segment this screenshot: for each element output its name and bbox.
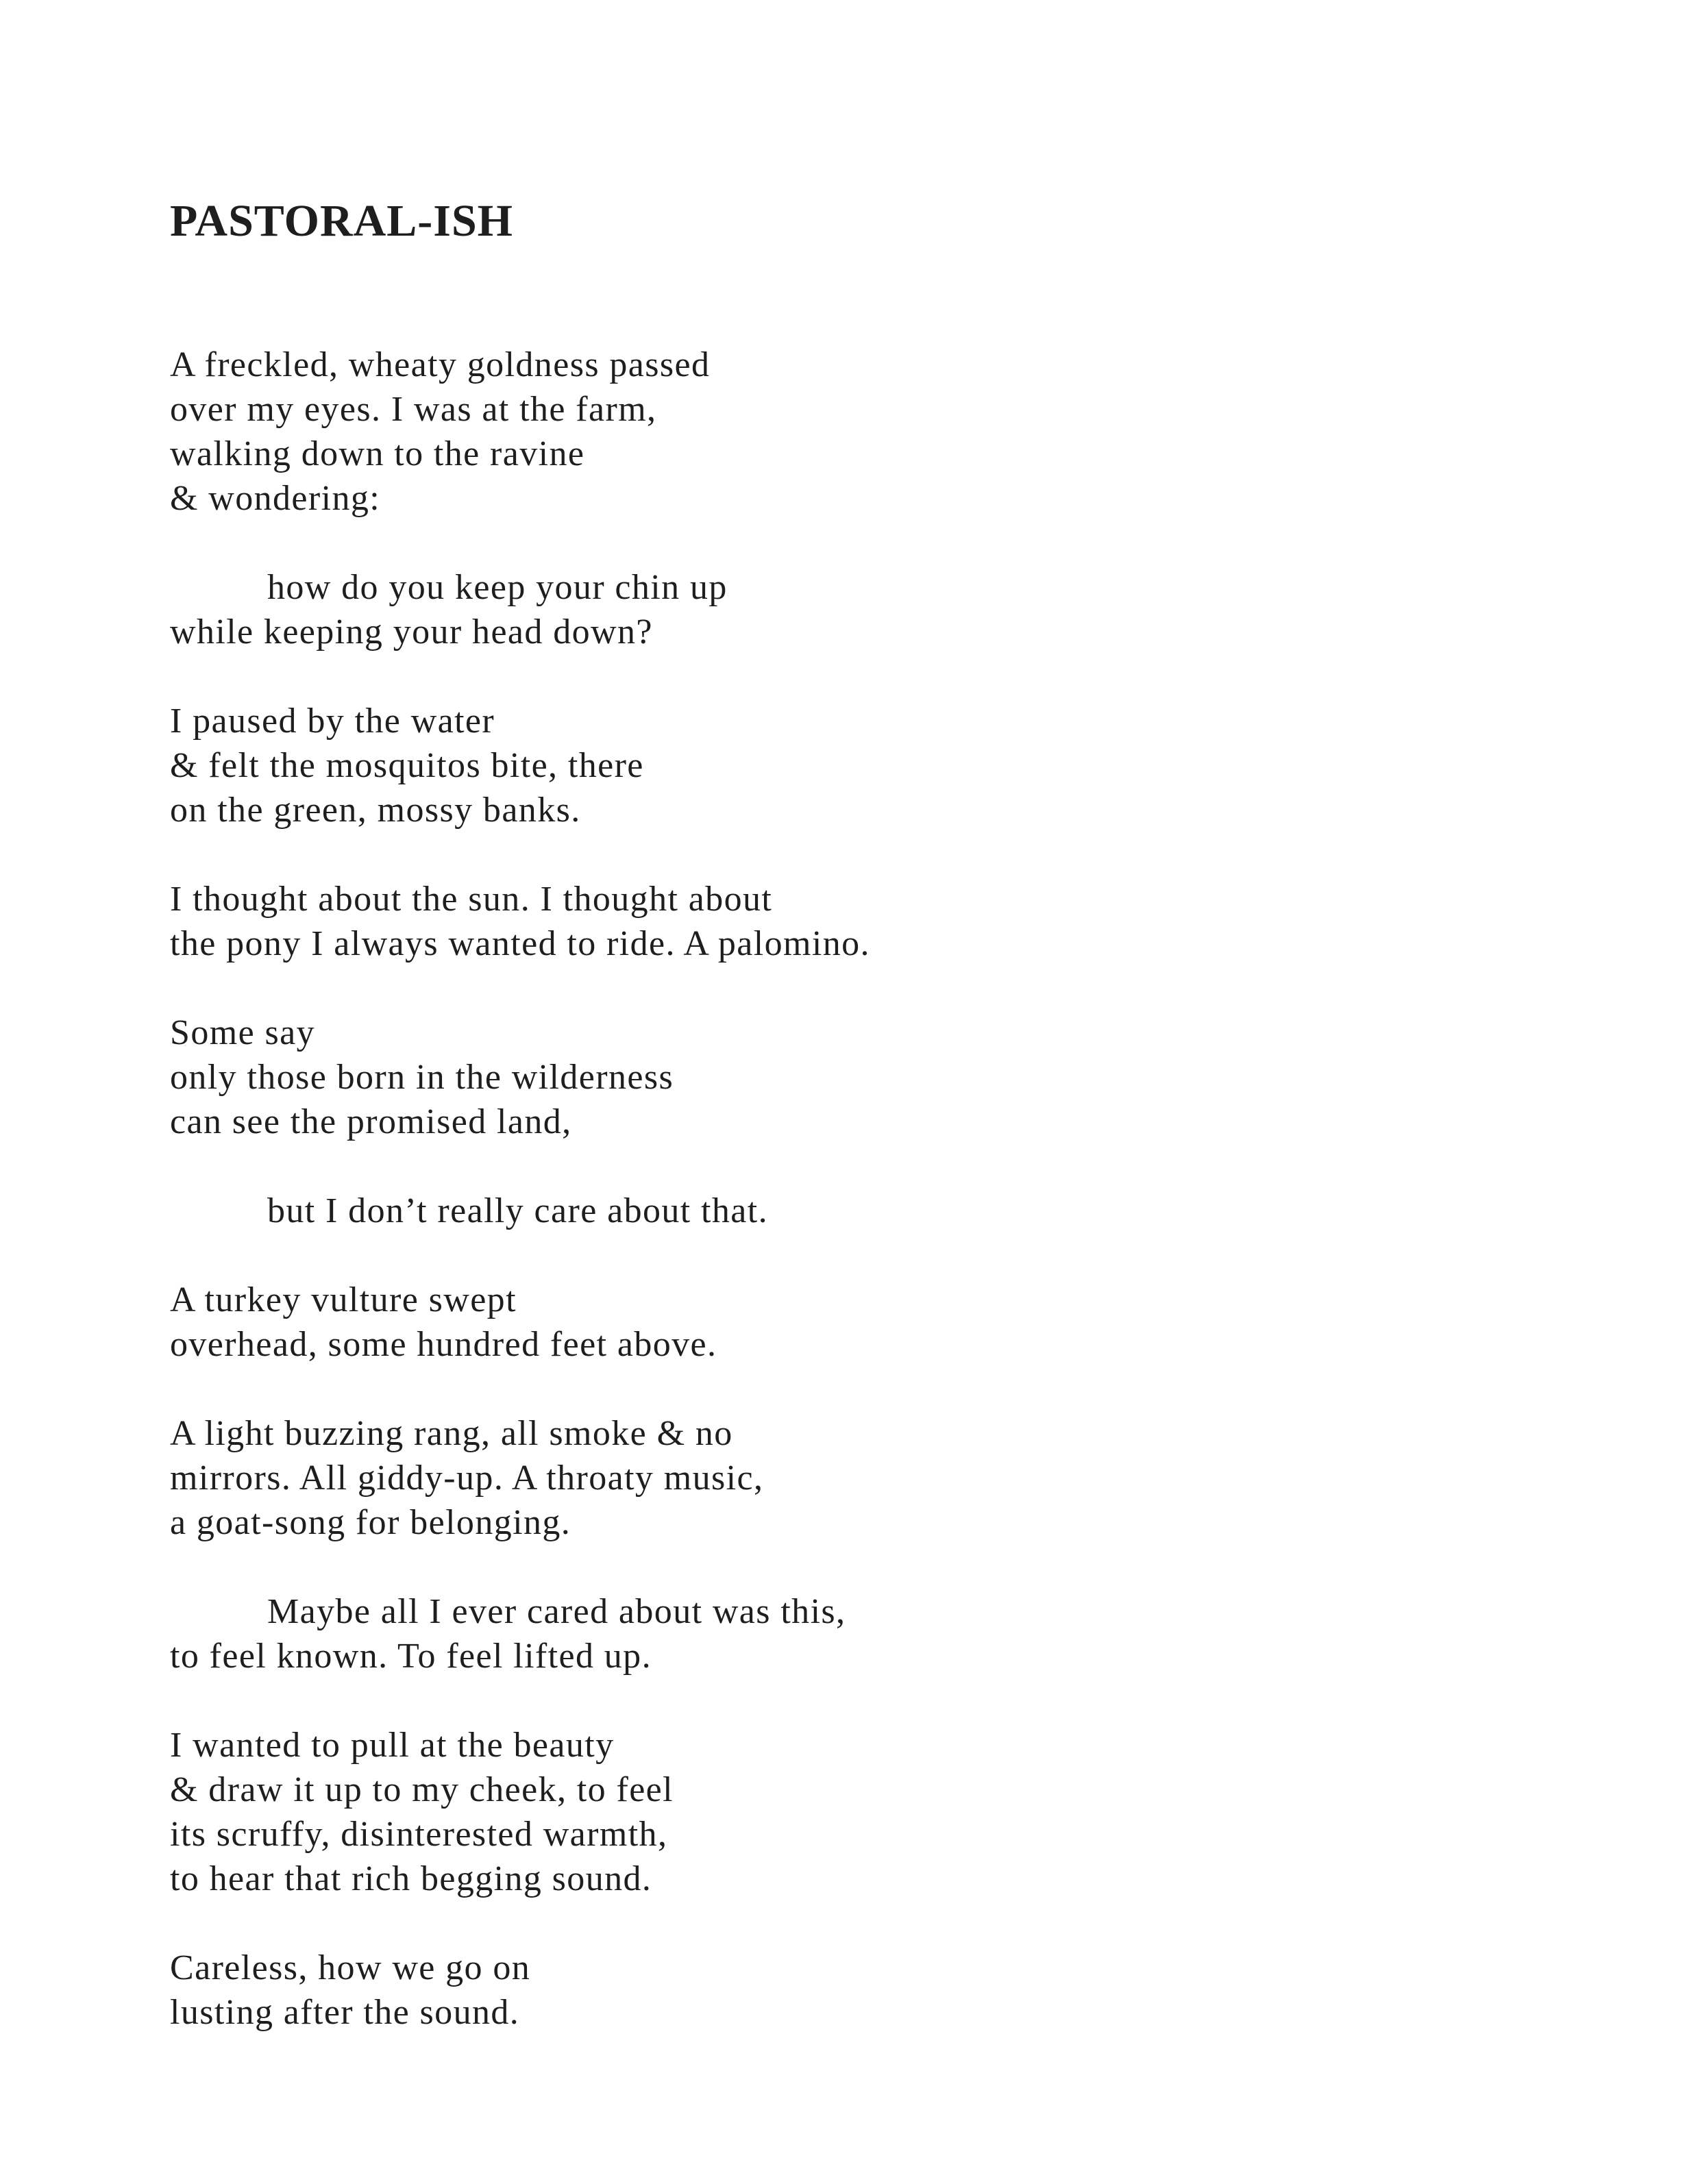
poem-line: I thought about the sun. I thought about <box>170 880 773 919</box>
stanza-break <box>170 521 1540 565</box>
poem-line: can see the promised land, <box>170 1102 572 1141</box>
poem-line: Maybe all I ever cared about was this, <box>267 1592 846 1631</box>
poem-line: A turkey vulture swept <box>170 1280 517 1319</box>
stanza-break <box>170 1144 1540 1189</box>
poem-title: PASTORAL-ISH <box>170 196 514 246</box>
poem-line: overhead, some hundred feet above. <box>170 1325 717 1364</box>
stanza-break <box>170 966 1540 1010</box>
poem-line: a goat-song for belonging. <box>170 1503 571 1542</box>
stanza-break <box>170 1233 1540 1278</box>
poem-line: over my eyes. I was at the farm, <box>170 390 657 429</box>
stanza-break <box>170 832 1540 877</box>
poem-line: I wanted to pull at the beauty <box>170 1726 615 1765</box>
poem-line: A freckled, wheaty goldness passed <box>170 345 711 384</box>
poem-line: on the green, mossy banks. <box>170 791 581 830</box>
poem-line: to feel known. To feel lifted up. <box>170 1637 652 1676</box>
poem-line: & wondering: <box>170 479 381 518</box>
stanza-break <box>170 654 1540 699</box>
stanza-break <box>170 1678 1540 1723</box>
poem-line: its scruffy, disinterested warmth, <box>170 1815 668 1854</box>
poem-line: the pony I always wanted to ride. A palomino. <box>170 924 870 963</box>
poem-line: but I don’t really care about that. <box>267 1191 769 1230</box>
poem-line: Careless, how we go on <box>170 1948 531 1987</box>
poem-line: to hear that rich begging sound. <box>170 1859 652 1898</box>
poem-line: Some say <box>170 1013 315 1052</box>
poem-line: A light buzzing rang, all smoke & no <box>170 1414 733 1453</box>
poem-line: I paused by the water <box>170 702 495 741</box>
poem-line: while keeping your head down? <box>170 612 653 652</box>
stanza-break <box>170 1901 1540 1946</box>
poem-line: only those born in the wilderness <box>170 1058 674 1097</box>
poem-body <box>170 343 1540 2035</box>
poem-line: mirrors. All giddy-up. A throaty music, <box>170 1459 764 1498</box>
stanza-break <box>170 1367 1540 1411</box>
poem-line: how do you keep your chin up <box>267 568 728 607</box>
poem-line: & felt the mosquitos bite, there <box>170 746 644 785</box>
poem-line: lusting after the sound. <box>170 1993 520 2032</box>
poem-line: & draw it up to my cheek, to feel <box>170 1770 674 1809</box>
stanza-break <box>170 1545 1540 1589</box>
poem-line: walking down to the ravine <box>170 434 585 473</box>
